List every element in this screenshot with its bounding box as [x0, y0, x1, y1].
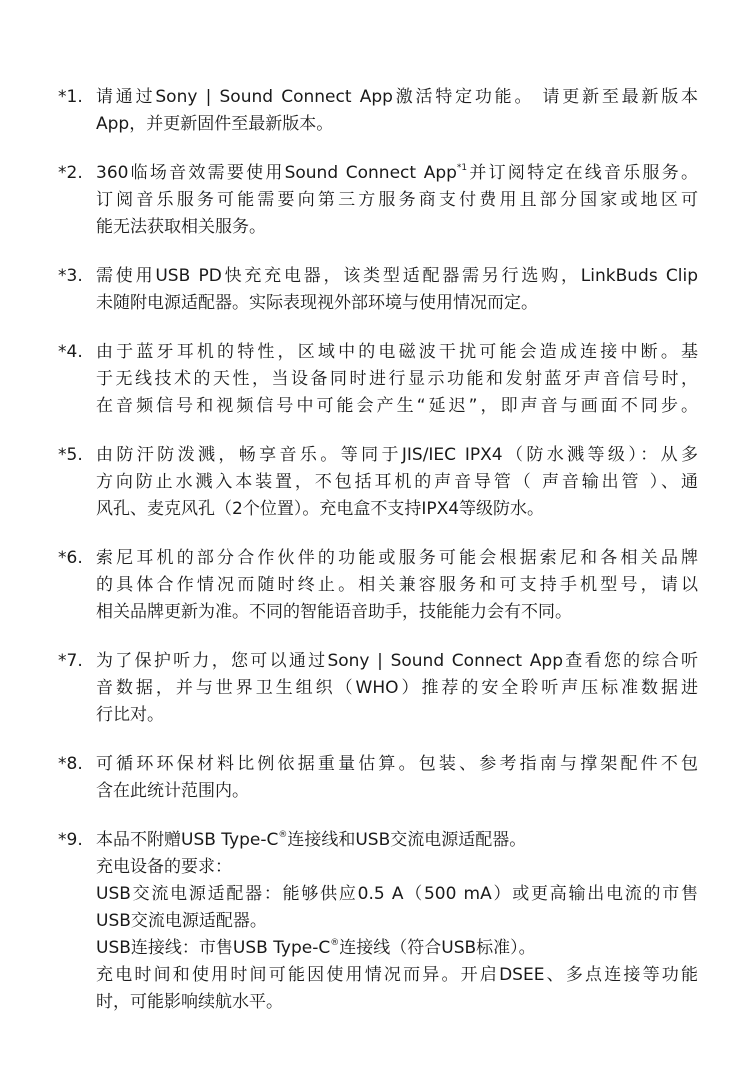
footnote-reference: *1	[456, 163, 468, 174]
footnote-line	[96, 827, 698, 854]
footnote-line-part: 并订阅特定在线音乐服务。	[467, 163, 698, 183]
footnote-marker: *3.	[58, 266, 83, 286]
footnote-line: 于无线技术的天性，当设备同时进行显示功能和发射蓝牙声音信号时，	[96, 369, 698, 389]
footnote-text	[96, 442, 698, 523]
registered-mark: ®	[330, 938, 340, 949]
footnote-text	[96, 648, 698, 729]
footnote-line: 需使用USB PD快充充电器，该类型适配器需另行选购，LinkBuds Clip	[96, 266, 698, 286]
footnote-1	[58, 84, 698, 138]
footnote-line: 由防汗防泼溅，畅享音乐。等同于JIS/IEC IPX4（防水溅等级）：从多	[96, 445, 698, 465]
footnote-marker: *8.	[58, 754, 83, 774]
footnote-text	[96, 545, 698, 626]
footnote-9	[58, 827, 698, 1016]
footnote-marker: *7.	[58, 651, 83, 671]
footnote-4	[58, 339, 698, 420]
footnote-8	[58, 751, 698, 805]
footnote-line	[96, 935, 698, 962]
footnote-2	[58, 160, 698, 241]
footnote-line: 能无法获取相关服务。	[96, 217, 266, 237]
footnote-text	[96, 751, 698, 805]
footnote-line: 在音频信号和视频信号中可能会产生“延迟”，即声音与画面不同步。	[96, 396, 698, 416]
footnote-line: USB交流电源适配器。	[96, 911, 267, 931]
footnote-line-part: 360临场音效需要使用Sound Connect App	[96, 163, 457, 183]
footnote-marker: *9.	[58, 830, 83, 850]
footnote-line: 请通过Sony | Sound Connect App激活特定功能。 请更新至最新版本	[96, 87, 698, 107]
footnote-line: 由于蓝牙耳机的特性，区域中的电磁波干扰可能会造成连接中断。基	[96, 342, 698, 362]
footnote-marker: *6.	[58, 548, 83, 568]
footnote-marker: *2.	[58, 163, 83, 183]
footnote-line: 索尼耳机的部分合作伙伴的功能或服务可能会根据索尼和各相关品牌	[96, 548, 698, 568]
footnote-text	[96, 84, 698, 138]
footnote-line: 充电时间和使用时间可能因使用情况而异。开启DSEE、多点连接等功能	[96, 965, 698, 985]
footnote-line: 音数据，并与世界卫生组织（WHO）推荐的安全聆听声压标准数据进	[96, 678, 698, 698]
footnote-3	[58, 263, 698, 317]
footnote-line-part: 本品不附赠USB Type-C	[96, 830, 279, 850]
footnote-line-part: USB连接线：市售USB Type-C	[96, 938, 331, 958]
footnote-line-part: 连接线（符合USB标准）。	[339, 938, 536, 958]
footnote-text	[96, 263, 698, 317]
footnote-line: USB交流电源适配器：能够供应0.5 A（500 mA）或更高输出电流的市售	[96, 884, 698, 904]
footnotes-list	[58, 84, 698, 1038]
footnote-marker: *4.	[58, 342, 83, 362]
registered-mark: ®	[278, 830, 288, 841]
footnote-line: 可循环环保材料比例依据重量估算。包装、参考指南与撑架配件不包	[96, 754, 698, 774]
footnote-text	[96, 160, 698, 241]
footnote-marker: *5.	[58, 445, 83, 465]
footnote-line: 未随附电源适配器。实际表现视外部环境与使用情况而定。	[96, 293, 538, 313]
footnote-5	[58, 442, 698, 523]
footnote-line: 风孔、麦克风孔（2个位置）。充电盒不支持IPX4等级防水。	[96, 499, 545, 519]
footnote-line: 含在此统计范围内。	[96, 781, 249, 801]
footnote-7	[58, 648, 698, 729]
footnote-line: App，并更新固件至最新版本。	[96, 114, 334, 134]
footnote-line: 为了保护听力，您可以通过Sony | Sound Connect App查看您的综合听	[96, 651, 698, 671]
footnote-line: 充电设备的要求：	[96, 857, 232, 877]
footnote-marker: *1.	[58, 87, 83, 107]
footnote-text	[96, 827, 698, 1016]
footnote-line: 方向防止水溅入本装置，不包括耳机的声音导管（ 声音输出管 ）、通	[96, 472, 698, 492]
footnote-line: 时，可能影响续航水平。	[96, 992, 283, 1012]
footnote-line-part: 连接线和USB交流电源适配器。	[287, 830, 527, 850]
footnote-6	[58, 545, 698, 626]
footnote-line: 相关品牌更新为准。不同的智能语音助手，技能能力会有不同。	[96, 602, 572, 622]
footnote-line	[96, 160, 698, 187]
footnote-line: 的具体合作情况而随时终止。相关兼容服务和可支持手机型号，请以	[96, 575, 698, 595]
footnote-text	[96, 339, 698, 420]
footnote-line: 订阅音乐服务可能需要向第三方服务商支付费用且部分国家或地区可	[96, 190, 698, 210]
footnote-line: 行比对。	[96, 705, 164, 725]
